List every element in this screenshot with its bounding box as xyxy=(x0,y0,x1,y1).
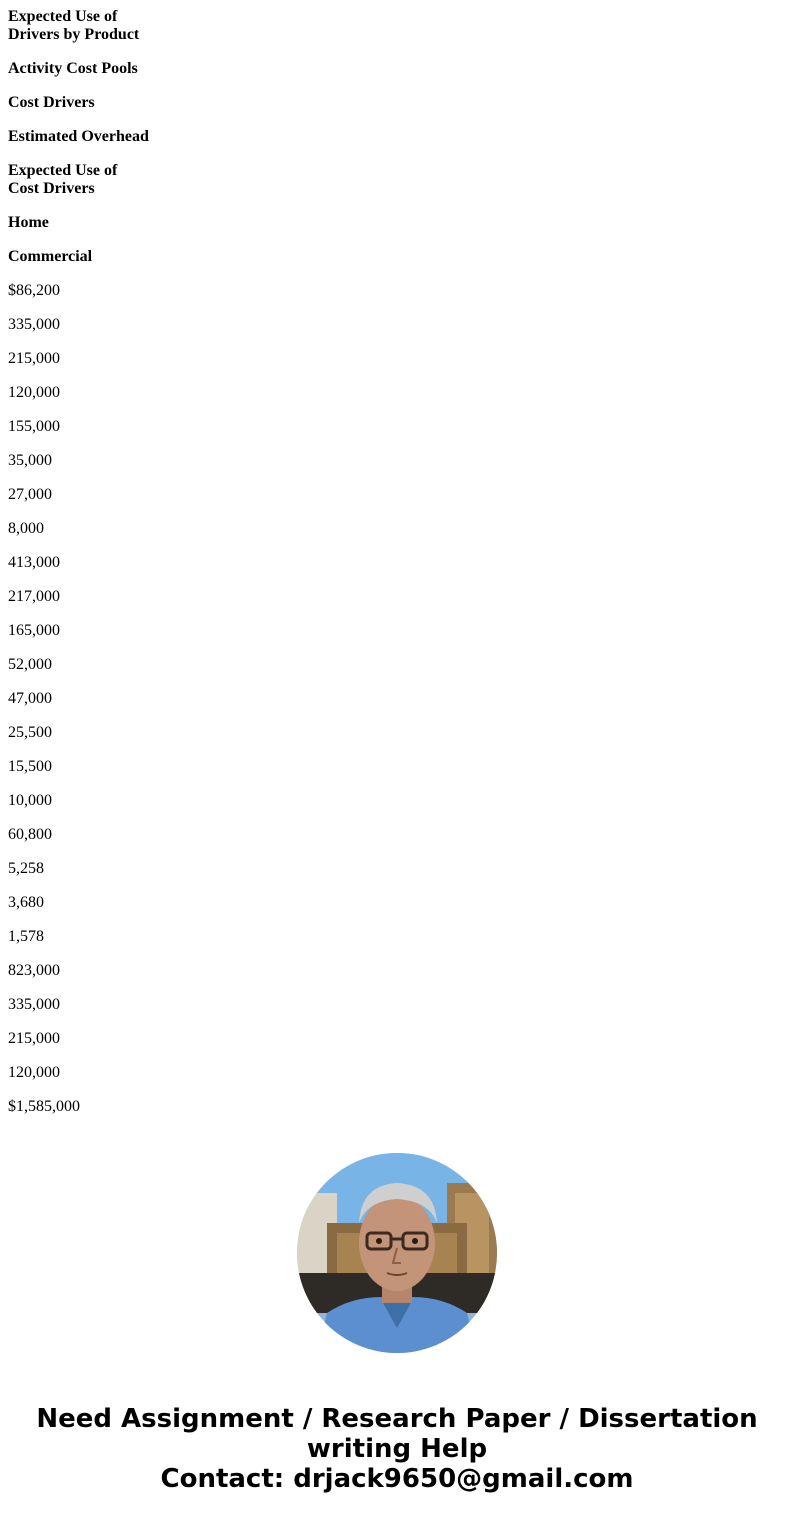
value-line: 215,000 xyxy=(8,350,60,367)
value-line: 5,258 xyxy=(8,860,44,877)
value-line: 120,000 xyxy=(8,384,60,401)
value-line: 52,000 xyxy=(8,656,52,673)
value-line: 165,000 xyxy=(8,622,60,639)
promo-line-1: Need Assignment / Research Paper / Dissertation xyxy=(36,1404,758,1434)
value-line: 120,000 xyxy=(8,1064,60,1081)
value-line: 10,000 xyxy=(8,792,52,809)
value-line: 335,000 xyxy=(8,316,60,333)
value-line: 823,000 xyxy=(8,962,60,979)
author-avatar xyxy=(297,1153,497,1353)
value-line: 8,000 xyxy=(8,520,44,537)
value-line: 155,000 xyxy=(8,418,60,435)
value-line: 413,000 xyxy=(8,554,60,571)
value-line: $86,200 xyxy=(8,282,60,299)
value-line: 215,000 xyxy=(8,1030,60,1047)
value-line: 15,500 xyxy=(8,758,52,775)
heading-activity-cost-pools: Activity Cost Pools xyxy=(8,60,138,77)
value-line: 27,000 xyxy=(8,486,52,503)
value-line: 25,500 xyxy=(8,724,52,741)
value-line: 217,000 xyxy=(8,588,60,605)
value-line: 3,680 xyxy=(8,894,44,911)
value-line: 35,000 xyxy=(8,452,52,469)
value-line: $1,585,000 xyxy=(8,1098,80,1115)
heading-home: Home xyxy=(8,214,49,231)
heading-commercial: Commercial xyxy=(8,248,93,265)
heading-cost-drivers: Cost Drivers xyxy=(8,94,95,111)
value-line: 1,578 xyxy=(8,928,44,945)
heading-expected-use-drivers-by-product: Expected Use of Drivers by Product xyxy=(8,8,140,43)
promo-line-2: writing Help xyxy=(306,1434,488,1464)
value-line: 47,000 xyxy=(8,690,52,707)
promo-contact-email[interactable]: Contact: drjack9650@gmail.com xyxy=(160,1464,634,1494)
avatar-portrait-icon xyxy=(297,1153,497,1353)
value-line: 60,800 xyxy=(8,826,52,843)
contact-banner xyxy=(0,1404,794,1494)
value-line: 335,000 xyxy=(8,996,60,1013)
heading-expected-use-cost-drivers: Expected Use of Cost Drivers xyxy=(8,162,118,197)
heading-estimated-overhead: Estimated Overhead xyxy=(8,128,149,145)
